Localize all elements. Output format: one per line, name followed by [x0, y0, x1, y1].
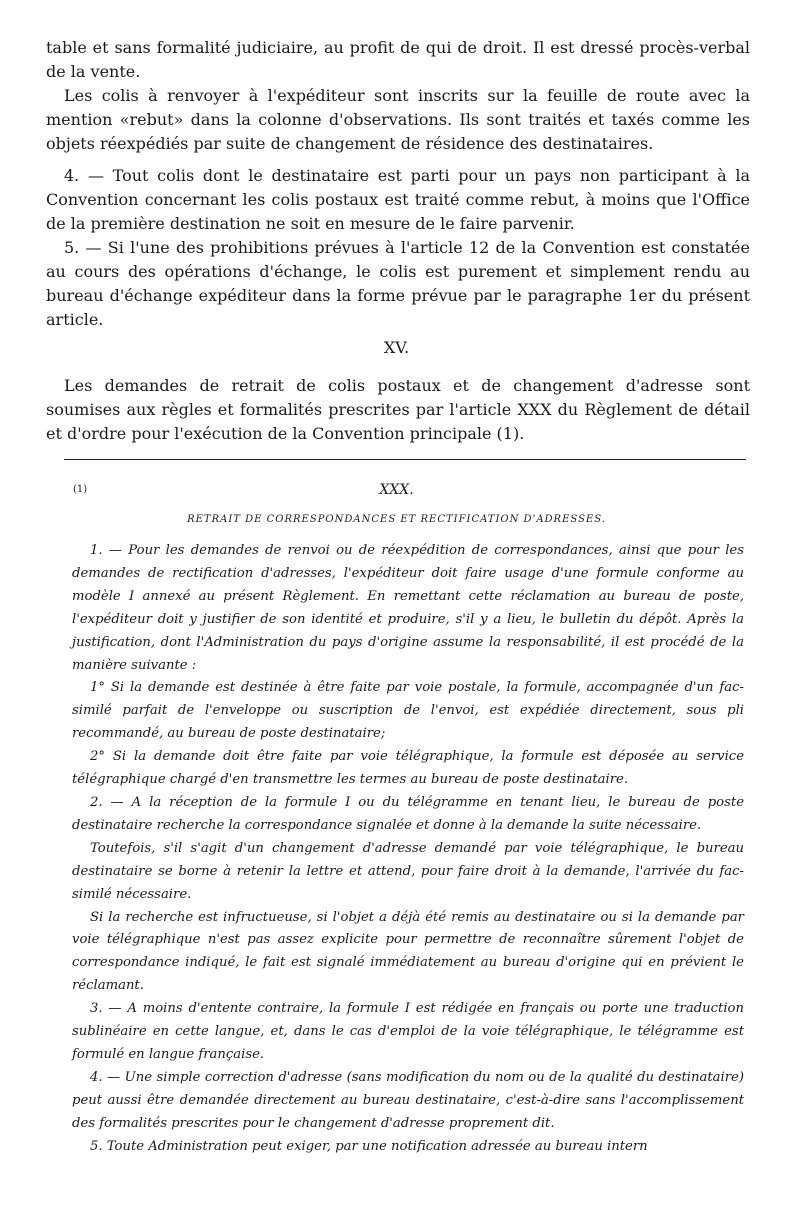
- paragraph-vente: table et sans formalité judiciaire, au profit de qui de droit. Il est dressé procès-verbal de la vente.: [46, 38, 750, 81]
- upper-text-block-3: [46, 236, 750, 332]
- section-heading: XV.: [383, 338, 410, 357]
- footnote-paragraph: 1. — Pour les demandes de renvoi ou de réexpédition de correspondances, ainsi que pour les demandes de rectification d'adresses, l'expéditeur doit faire usage d'une formule conforme au modèle I annexé au présent Règlement. En remettant cette réclamation au bureau de poste, l'expéditeur doit y justifier de son identité et produire, s'il y a lieu, le bulletin du dépôt. Après la justification, dont l'Administration du pays d'origine assume la responsabilité, il est procédé de la manière suivante :: [72, 543, 744, 673]
- paragraph-5: 5. — Si l'une des prohibitions prévues à l'article 12 de la Convention est constatée au cours des opérations d'échange, le colis est purement et simplement rendu au bureau d'échange expéditeur dans la forme prévue par le paragraphe 1er du présent article.: [46, 238, 750, 329]
- upper-text-block-2: [46, 164, 750, 236]
- section-text-block: [46, 374, 750, 446]
- paragraph-rebut: Les colis à renvoyer à l'expéditeur sont inscrits sur la feuille de route avec la mention «rebut» dans la colonne d'observations. Ils sont traités et taxés comme les objets réexpédiés par suite de changement de résidence des destinataires.: [46, 86, 750, 153]
- footnote-separator: [64, 459, 746, 460]
- footnote-paragraph: 2. — A la réception de la formule I ou du télégramme en tenant lieu, le bureau de poste destinataire recherche la correspondance signalée et donne à la demande la suite nécessaire.: [72, 794, 744, 833]
- upper-text-block: [46, 36, 750, 156]
- footnote-marker: (1): [73, 484, 88, 495]
- footnote-paragraph: 1° Si la demande est destinée à être faite par voie postale, la formule, accompagnée d'un fac-similé parfait de l'enveloppe ou suscription de l'envoi, est expédiée directement, sous pli recommandé, au bureau de poste destinataire;: [72, 680, 744, 742]
- footnote-paragraph: 2° Si la demande doit être faite par voie télégraphique, la formule est déposée au service télégraphique chargé d'en transmettre les termes au bureau de poste destinataire.: [72, 749, 744, 788]
- footnote-paragraph: Si la recherche est infructueuse, si l'objet a déjà été remis au destinataire ou si la demande par voie télégraphique n'est pas assez explicite pour permettre de reconnaître sûrement l'objet de correspondance indiqué, le fait est signalé immédiatement au bureau d'origine qui en prévient le réclamant.: [72, 909, 744, 994]
- footnote-paragraph: 4. — Une simple correction d'adresse (sans modification du nom ou de la qualité du destinataire) peut aussi être demandée directement au bureau destinataire, c'est-à-dire sans l'accomplissement des formalités prescrites pour le changement d'adresse proprement dit.: [72, 1069, 744, 1131]
- footnote-paragraph-truncated: 5. Toute Administration peut exiger, par une notification adressée au bureau intern: [90, 1138, 648, 1154]
- footnote-title: XXX.: [379, 482, 414, 498]
- paragraph-4: 4. — Tout colis dont le destinataire est parti pour un pays non participant à la Convention concernant les colis postaux est traité comme rebut, à moins que l'Office de la première destination ne soit en mesure de le faire parvenir.: [46, 166, 750, 233]
- section-paragraph: Les demandes de retrait de colis postaux et de changement d'adresse sont soumises aux règles et formalités prescrites par l'article XXX du Règlement de détail et d'ordre pour l'exécution de la Convention principale (1).: [46, 376, 750, 443]
- footnote-paragraph: Toutefois, s'il s'agit d'un changement d'adresse demandé par voie télégraphique, le bureau destinataire se borne à retenir la lettre et attend, pour faire droit à la demande, l'arrivée du fac-similé nécessaire.: [72, 840, 744, 902]
- footnote-subtitle: RETRAIT DE CORRESPONDANCES ET RECTIFICATION D'ADRESSES.: [187, 514, 606, 525]
- footnote-body: [72, 540, 744, 1158]
- footnote-paragraph: 3. — A moins d'entente contraire, la formule I est rédigée en français ou porte une traduction sublinéaire en cette langue, et, dans le cas d'emploi de la voie télégraphique, le télégramme est formulé en langue française.: [72, 1001, 744, 1062]
